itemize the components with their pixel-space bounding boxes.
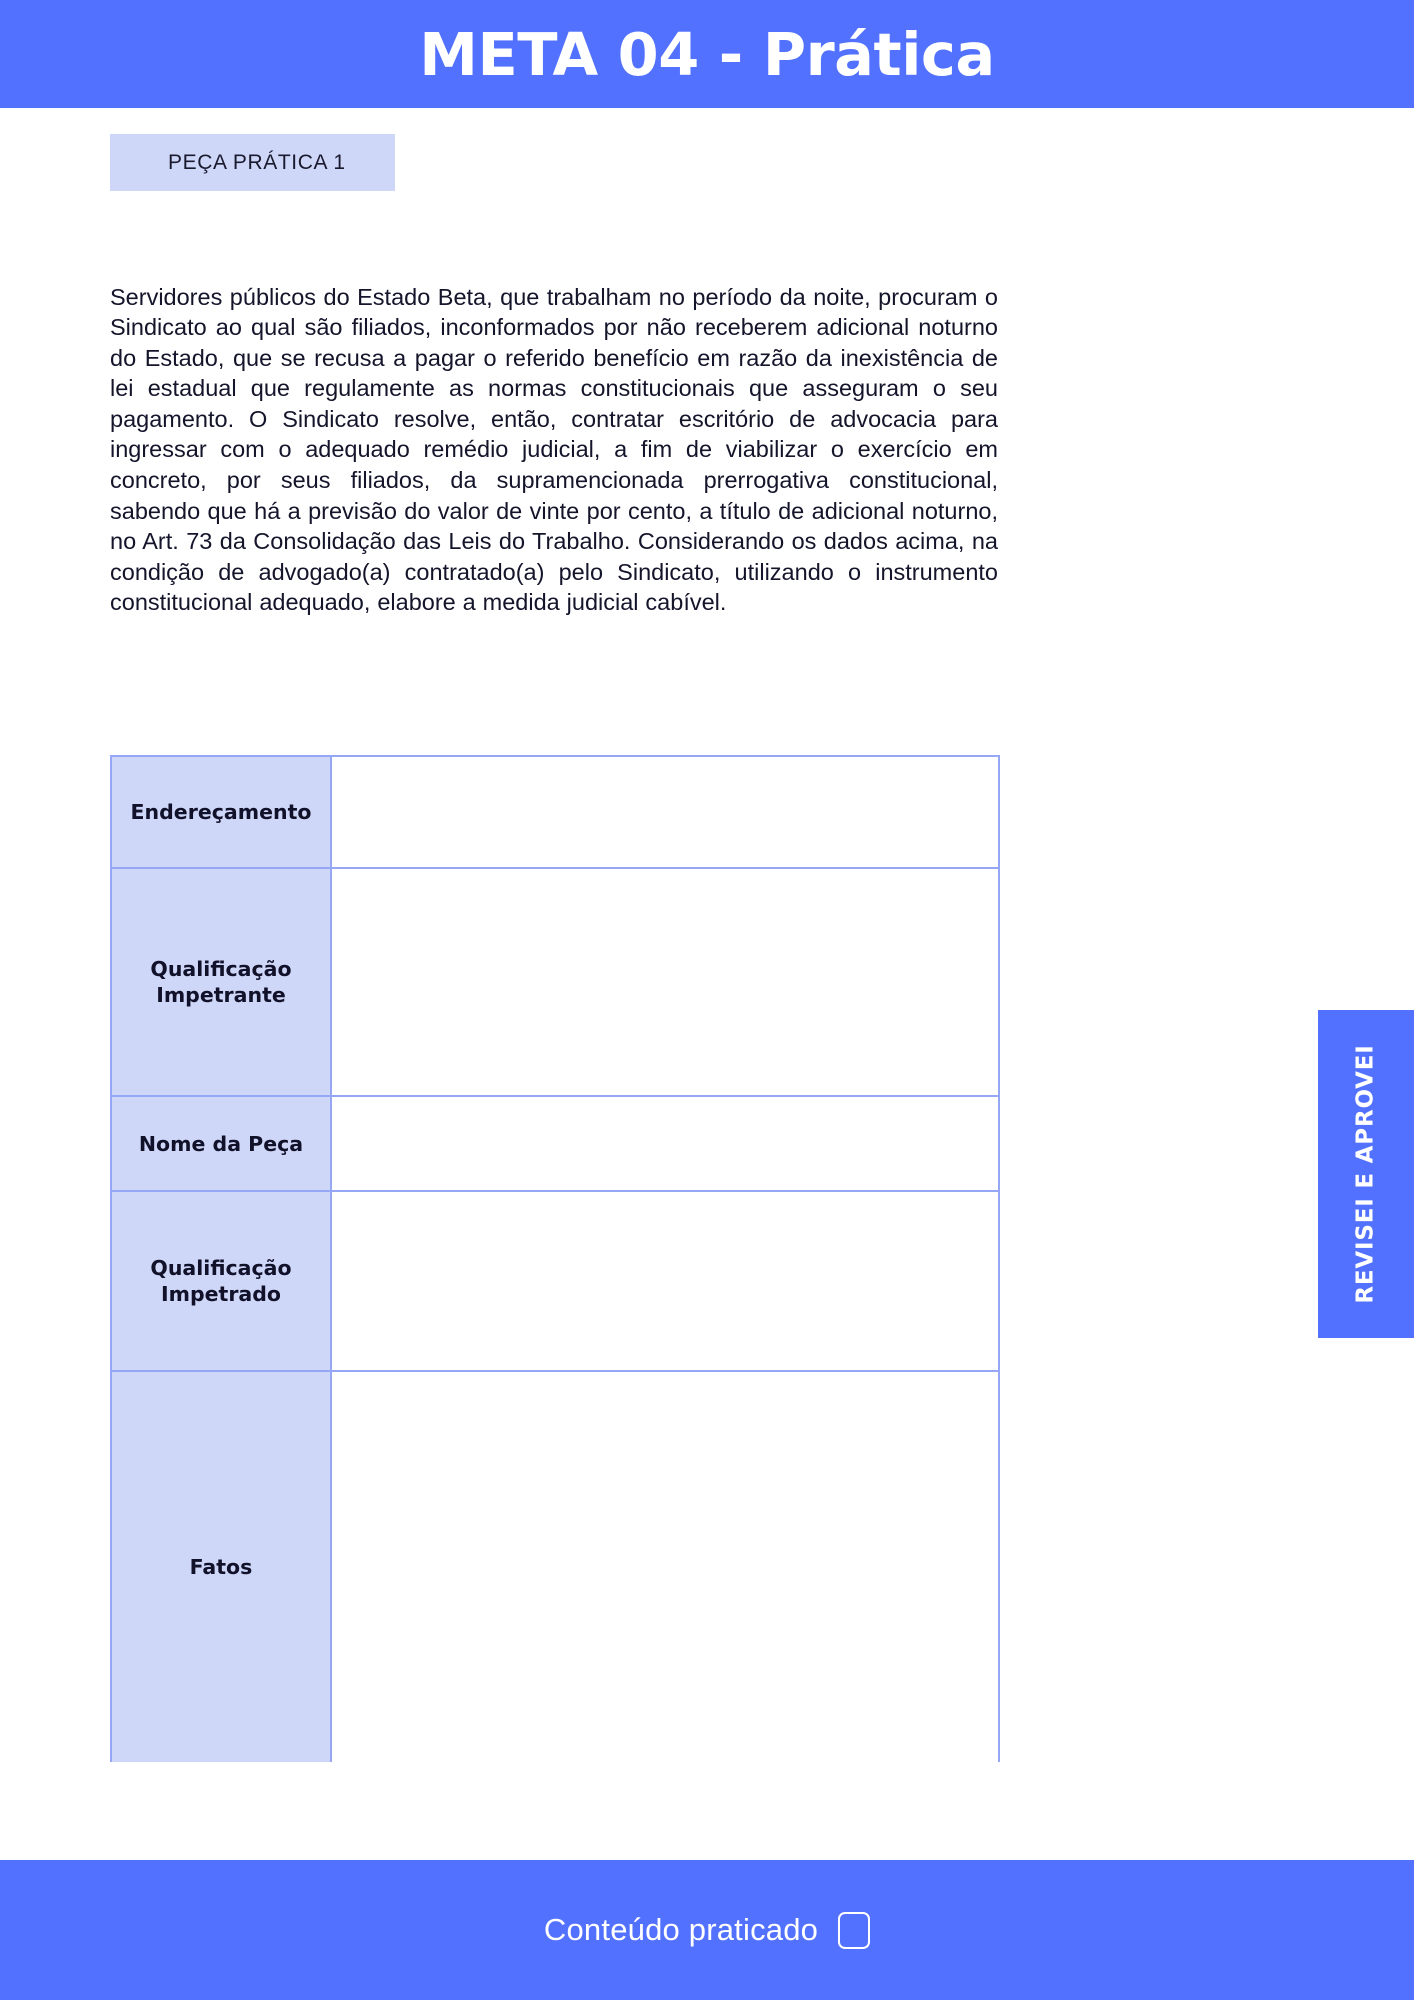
footer-label: Conteúdo praticado bbox=[543, 1912, 819, 1947]
row-label-enderecamento: Endereçamento bbox=[112, 757, 332, 867]
table-row bbox=[112, 869, 998, 1097]
table-row bbox=[112, 1192, 998, 1372]
table-row bbox=[112, 1372, 998, 1762]
section-chip-label: PEÇA PRÁTICA 1 bbox=[168, 150, 346, 174]
conteudo-praticado-checkbox[interactable] bbox=[838, 1912, 870, 1949]
table-row bbox=[112, 757, 998, 869]
page-title: META 04 - Prática bbox=[419, 19, 995, 89]
page-header bbox=[0, 0, 1414, 108]
row-label-fatos: Fatos bbox=[112, 1372, 332, 1762]
row-input-qualificacao-impetrante[interactable] bbox=[332, 869, 998, 1095]
side-tab-revisei-e-aprovei[interactable] bbox=[1318, 1010, 1414, 1338]
row-label-qualificacao-impetrado: Qualificação Impetrado bbox=[112, 1192, 332, 1370]
row-input-qualificacao-impetrado[interactable] bbox=[332, 1192, 998, 1370]
row-input-nome-da-peca[interactable] bbox=[332, 1097, 998, 1190]
page-footer bbox=[0, 1860, 1414, 2000]
table-row bbox=[112, 1097, 998, 1192]
row-label-qualificacao-impetrante: Qualificação Impetrante bbox=[112, 869, 332, 1095]
case-statement-text: Servidores públicos do Estado Beta, que trabalham no período da noite, procuram o Sindicato ao qual são filiados, inconformados por não receberem adicional noturno do Estado, que se recusa a pagar o referido benefício em razão da inexistência de lei estadual que regulamente as normas constitucionais que asseguram o seu pagamento. O Sindicato resolve, então, contratar escritório de advocacia para ingressar com o adequado remédio judicial, a fim de viabilizar o exercício em concreto, por seus filiados, da supramencionada prerrogativa constitucional, sabendo que há a previsão do valor de vinte por cento, a título de adicional noturno, no Art. 73 da Consolidação das Leis do Trabalho. Considerando os dados acima, na condição de advogado(a) contratado(a) pelo Sindicato, utilizando o instrumento constitucional adequado, elabore a medida judicial cabível. bbox=[110, 283, 998, 616]
section-chip bbox=[110, 134, 395, 191]
side-tab-label: REVISEI E APROVEI bbox=[1353, 1044, 1379, 1304]
row-input-fatos[interactable] bbox=[332, 1372, 998, 1762]
row-label-nome-da-peca: Nome da Peça bbox=[112, 1097, 332, 1190]
row-input-enderecamento[interactable] bbox=[332, 757, 998, 867]
answer-form-table bbox=[110, 755, 1000, 1762]
